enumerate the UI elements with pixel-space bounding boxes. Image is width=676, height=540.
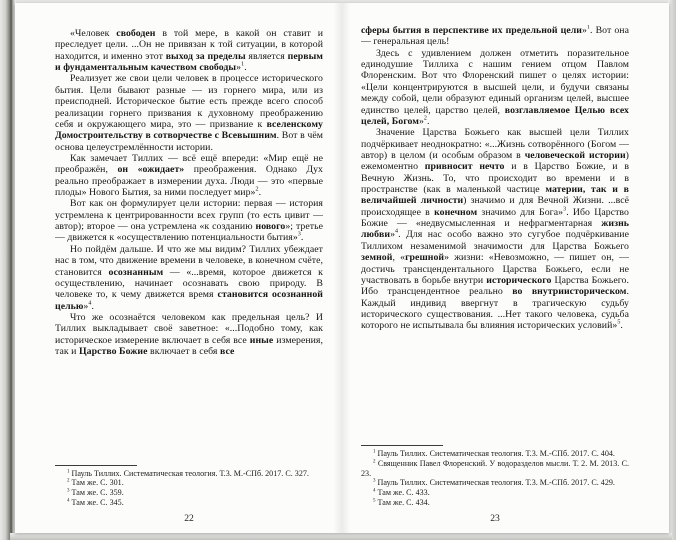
footnote-ref: 3 bbox=[563, 206, 567, 213]
paragraph bbox=[55, 244, 323, 312]
page-left-body bbox=[55, 28, 323, 460]
text-run: Что же осознаётся человеком как предельная цель? И Тиллих выкладывает своё заветное: «...Подобно тому, как историческое измерение включает в себя все bbox=[55, 311, 323, 346]
footnote-text: Там же. С. 345. bbox=[69, 498, 124, 508]
footnote-number: 1 bbox=[67, 468, 70, 474]
text-run: . bbox=[244, 62, 247, 74]
footnote bbox=[361, 478, 629, 488]
footnote-text: Пауль Тиллих. Систематическая теология. Т.3. М.-СПб. 2017. С. 327. bbox=[69, 468, 309, 478]
footnote-ref: 4 bbox=[395, 229, 399, 236]
text-run: » bbox=[236, 62, 242, 74]
paragraph bbox=[55, 198, 323, 243]
text-run: свободен bbox=[116, 28, 156, 39]
footnote-number: 3 bbox=[67, 488, 70, 494]
footnote-ref: 4 bbox=[88, 300, 92, 307]
page-right bbox=[351, 3, 669, 533]
text-run: Но пойдём дальше. И что же мы видим? Тиллих убеждает нас в том, что движение времени в человеке, в конечном счёте, становится bbox=[55, 243, 323, 278]
text-run: в той мере, в какой он ставит и преследует цели. ...Он не привязан к той ситуации, в которой находится, и именно этот bbox=[55, 28, 323, 62]
text-run: Царство Божие bbox=[78, 346, 148, 358]
paragraph bbox=[361, 127, 629, 331]
paragraph bbox=[361, 25, 629, 48]
text-run: выход за пределы bbox=[165, 50, 246, 62]
text-run: измерения, так и bbox=[55, 334, 323, 358]
text-run: Как замечает Тиллих — всё ещё впереди: «Мир ещё не преображён, bbox=[55, 152, 323, 176]
text-run: является bbox=[245, 50, 288, 62]
text-run: значимо для Бога» bbox=[477, 206, 564, 218]
text-run: все bbox=[220, 346, 235, 358]
text-run: ) ежемоментно bbox=[361, 149, 629, 173]
paragraph bbox=[361, 48, 629, 128]
text-run: . Ибо Царство Божие — «недвусмысленная и нефрагментарная bbox=[361, 206, 629, 230]
footnote-ref: 2 bbox=[423, 115, 427, 122]
page-left bbox=[15, 3, 333, 533]
text-run: . bbox=[427, 115, 430, 127]
text-run: становится осознанной целью bbox=[55, 289, 323, 312]
book-spread bbox=[15, 3, 669, 533]
text-run: . Каждый индивид ввергнут в трагическую судьбу исторического существования. ...Нет такого человека, судьба которого не испытывала бы влияния исторических условий» bbox=[361, 286, 629, 332]
footnote-list bbox=[55, 469, 323, 508]
text-run: во внутриисторическом bbox=[512, 286, 627, 298]
page-right-footnotes bbox=[361, 440, 629, 508]
footnote bbox=[55, 478, 323, 488]
text-run: . Для нас особо важно это сугубое подчёркивание Тиллихом незаменимой значимости для Царства Божьего bbox=[361, 229, 629, 252]
text-run: Здесь с удивлением должен отметить поразительное единодушие Тиллиха с нашим гением отцом Павлом Флоренским. Вот что Флоренский пишет о целях истории: «Цели концентрируются в высшей цели, и будучи связаны между собой, цели образуют единый организм целей, высшее единство целей, царство целей, bbox=[361, 47, 629, 116]
text-run: иные bbox=[249, 334, 274, 346]
footnote-number: 2 bbox=[373, 459, 376, 465]
footnote-text: Пауль Тиллих. Систематическая теология. Т.3. М.-СПб. 2017. С. 404. bbox=[375, 448, 615, 458]
page-number-left: 22 bbox=[184, 513, 194, 524]
text-run: » bbox=[83, 300, 89, 312]
text-run: ) значимо и для Вечной Жизни. ...всё происходящее в bbox=[361, 195, 629, 218]
paragraph bbox=[55, 28, 323, 73]
footnote-number: 4 bbox=[67, 498, 70, 504]
text-run: — «...время, которое движется к осуществлению, начинает осознавать свою природу. В человеке то, к чему движется время bbox=[55, 266, 323, 301]
text-run: . bbox=[620, 320, 623, 332]
page-number-right: 23 bbox=[490, 513, 500, 524]
text-run: осознанным bbox=[108, 266, 164, 278]
footnote-number: 4 bbox=[373, 488, 376, 494]
text-run: привносит нечто bbox=[424, 161, 505, 173]
text-run: . bbox=[258, 187, 262, 199]
text-run: он «ожидает» bbox=[117, 164, 185, 176]
footnote-separator bbox=[361, 445, 443, 446]
text-run: грешной bbox=[405, 252, 445, 264]
text-run: » жизни: «Невозможно, — пишет он, — достичь трансцендентального Царства Божьего, если не участвовать в борьбе внутри bbox=[361, 252, 629, 286]
text-run: , « bbox=[392, 252, 406, 264]
text-run: и в Царство Божие, и в Вечную Жизнь. То, что происходит во времени и в пространстве (как в маленькой частице bbox=[361, 161, 629, 196]
page-stack-edge-left bbox=[0, 0, 16, 540]
text-run: жизнь любви bbox=[361, 218, 629, 241]
text-run: . bbox=[91, 300, 94, 312]
text-run: включает в себя bbox=[147, 346, 220, 358]
text-run: конечном bbox=[434, 206, 478, 218]
text-run: материи, так и в величайшей личности bbox=[361, 184, 629, 207]
footnote-text: Священник Павел Флоренский. У водоразделов мысли. Т. 2. М. 2013. С. 23. bbox=[361, 458, 629, 478]
footnote-number: 5 bbox=[373, 498, 376, 504]
text-run: преображения. Однако Дух реально преображает в измерении духа. Люди — это «первые плоды» Нового Бытия, за ними последует мир» bbox=[55, 164, 323, 199]
text-run: Реализует же свои цели человек в процессе исторического бытия. Цели бывают разные — из горнего мира, или из преисподней. Историческое бытие есть прежде всего способ реализации горнего призвания к духовному преображению себя и окружающего мира, это — призвание к bbox=[55, 73, 323, 130]
footnote-text: Там же. С. 434. bbox=[375, 498, 430, 508]
footnote-ref: 5 bbox=[617, 320, 621, 327]
paragraph bbox=[55, 153, 323, 198]
footnote-number: 1 bbox=[373, 449, 376, 455]
text-run: первым и фундаментальным качеством свободы bbox=[55, 50, 323, 74]
text-run: вселенскому Домостроительству в сотворчестве с Всевышним bbox=[55, 118, 323, 142]
page-right-body bbox=[361, 25, 629, 440]
text-run: » bbox=[581, 25, 587, 36]
footnote bbox=[55, 488, 323, 498]
text-run: «Человек bbox=[70, 28, 117, 39]
footnote bbox=[361, 459, 629, 479]
page-left-footnotes bbox=[55, 460, 323, 508]
text-run: » bbox=[418, 115, 424, 127]
footnote-text: Пауль Тиллих. Систематическая теология. Т.3. М.-СПб. 2017. С. 429. bbox=[375, 478, 615, 488]
book-gutter bbox=[333, 3, 351, 533]
text-run: » bbox=[390, 229, 396, 241]
text-run: Значение Царства Божьего как высшей цели Тиллих подчёркивает неоднократно: «...Жизнь сотворённого (Богом — автор) в целом (и особым образом в bbox=[361, 127, 629, 161]
text-run: человеческой истории bbox=[524, 149, 626, 161]
footnote-ref: 1 bbox=[241, 61, 245, 68]
text-run: . Вот она — генеральная цель! bbox=[361, 25, 629, 48]
footnote-list bbox=[361, 449, 629, 508]
footnote bbox=[55, 469, 323, 479]
page-stack-edge-right bbox=[668, 0, 676, 540]
page-stack-edge-bottom bbox=[10, 533, 672, 540]
text-run: Царства Божьего. Ибо трансцендентное реально bbox=[361, 274, 629, 298]
footnote-text: Там же. С. 433. bbox=[375, 488, 430, 498]
text-run: возглавляемое Целью всех целей, Богом bbox=[361, 104, 629, 127]
paragraph bbox=[55, 73, 323, 153]
footnote-number: 3 bbox=[373, 478, 376, 484]
text-run: »; третье — движется к «осуществлению потенциальности бытия» bbox=[55, 221, 323, 244]
paragraph bbox=[55, 312, 323, 357]
footnote-separator bbox=[55, 465, 137, 466]
text-run: нового bbox=[255, 221, 286, 233]
text-run: Вот как он формулирует цели истории: первая — история устремлена к центрированности всех групп (то есть цивит — автор); второе — она устремлена «к созданию bbox=[55, 198, 323, 233]
text-run: . Вот в чём основа целеустремлённости истории. bbox=[55, 130, 323, 153]
footnote-text: Там же. С. 301. bbox=[69, 478, 124, 488]
footnote-ref: 1 bbox=[586, 25, 591, 31]
footnote-number: 2 bbox=[67, 478, 70, 484]
text-run: . bbox=[300, 232, 304, 244]
footnote-text: Там же. С. 359. bbox=[69, 488, 124, 498]
text-run: сферы бытия в перспективе их предельной цели bbox=[361, 25, 582, 36]
footnote bbox=[361, 449, 629, 459]
footnote bbox=[55, 498, 323, 508]
footnote-ref: 3 bbox=[297, 232, 301, 239]
footnote bbox=[361, 488, 629, 498]
footnote bbox=[361, 498, 629, 508]
text-run: земной bbox=[361, 252, 393, 264]
footnote-ref: 2 bbox=[255, 186, 259, 193]
text-run: исторического bbox=[486, 274, 552, 286]
